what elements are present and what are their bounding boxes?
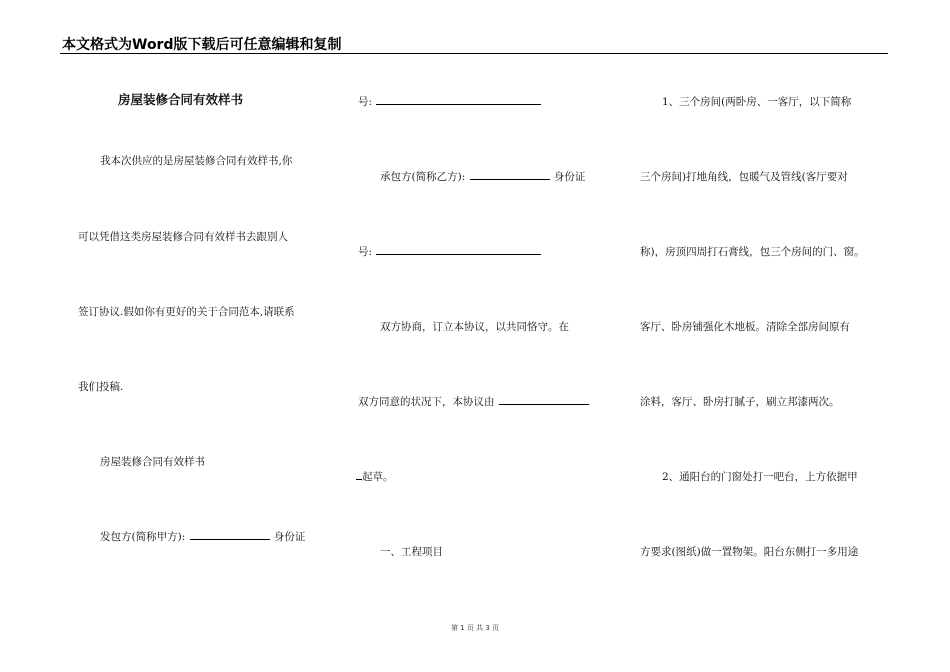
document-header-banner: 本文格式为Word版下载后可任意编辑和复制 (62, 37, 342, 53)
id-number-label: 号: (358, 246, 373, 258)
section-heading: 一、工程项目 (380, 546, 443, 558)
id-number-label: 号: (358, 96, 373, 108)
paragraph-line: 方要求(图纸)做一置物架。阳台东侧打一多用途 (640, 546, 859, 558)
paragraph-line: 三个房间)打地角线，包暖气及管线(客厅要对 (640, 171, 848, 183)
paragraph-line: 称)，房顶四周打石膏线，包三个房间的门、窗。 (640, 246, 865, 258)
consent-text: 双方同意的状况下，本协议由 (358, 396, 495, 408)
party-b-label: 承包方(简称乙方): (380, 171, 466, 183)
document-title: 房屋装修合同有效样书 (118, 92, 244, 107)
paragraph-line: 1、三个房间(两卧房、一客厅，以下简称 (662, 96, 852, 108)
document-subtitle: 房屋装修合同有效样书 (100, 456, 205, 468)
paragraph-line: 2、通阳台的门窗处打一吧台，上方依据甲 (662, 471, 858, 483)
paragraph-line: 双方协商，订立本协议，以共同恪守。在 (380, 321, 569, 333)
paragraph-line: 可以凭借这类房屋装修合同有效样书去跟别人 (78, 231, 288, 243)
paragraph-line: 我们投稿. (78, 381, 124, 393)
draft-text: 起草。 (362, 471, 394, 483)
id-card-label: 身份证 (273, 531, 306, 543)
paragraph-line: 签订协议.假如你有更好的关于合同范本,请联系 (78, 306, 295, 318)
page-footer: 第 1 页 共 3 页 (450, 624, 500, 632)
paragraph-line: 涂料，客厅、卧房打腻子，刷立邦漆两次。 (640, 396, 840, 408)
party-a-label: 发包方(简称甲方): (100, 531, 186, 543)
paragraph-line: 我本次供应的是房屋装修合同有效样书,你 (100, 155, 293, 167)
id-card-label: 身份证 (553, 171, 586, 183)
paragraph-line: 客厅、卧房铺强化木地板。清除全部房间原有 (640, 321, 850, 333)
